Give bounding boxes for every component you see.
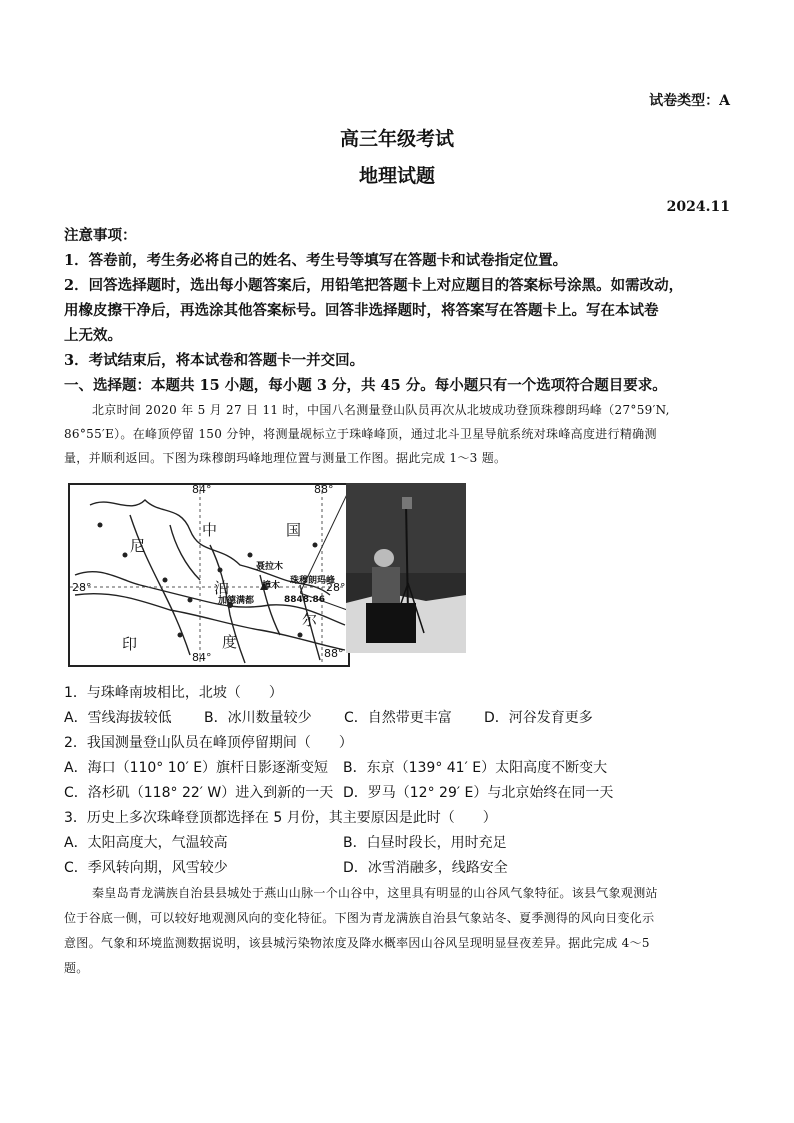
map-label-china-2: 国 [286, 521, 302, 539]
map-lon-bottom-2: 88° [324, 647, 344, 660]
exam-title: 高三年级考试 [339, 128, 454, 150]
map-label-nepal-3: 尔 [302, 611, 318, 629]
passage1-line-1: 北京时间 2020 年 5 月 27 日 11 时，中国八名测量登山队员再次从北坡成功登顶珠穆朗玛峰（27°59′N, [92, 403, 670, 417]
map-label-india-1: 印 [122, 635, 138, 653]
survey-photo [346, 483, 466, 653]
question-2-option-a: A．海口（110° 10′ E）旗杆日影逐渐变短 [64, 760, 329, 776]
question-2-stem: 2．我国测量登山队员在峰顶停留期间（ ） [64, 735, 353, 751]
question-3-option-a: A．太阳高度大，气温较高 [64, 835, 228, 851]
question-2-option-b: B．东京（139° 41′ E）太阳高度不断变大 [343, 760, 608, 776]
question-2-option-d: D．罗马（12° 29′ E）与北京始终在同一天 [343, 785, 614, 801]
notice-item-2-line-1: 2．回答选择题时，选出每小题答案后，用铅笔把答题卡上对应题目的答案标号涂黑。如需改动， [64, 277, 684, 294]
subject-title: 地理试题 [358, 165, 435, 187]
passage2-line-3: 意图。气象和环境监测数据说明，该县城污染物浓度及降水概率因山谷风呈现明显昼夜差异。据此完成 4～5 [64, 936, 650, 950]
notice-item-2-line-2: 用橡皮擦干净后，再选涂其他答案标号。回答非选择题时，将答案写在答题卡上。写在本试卷 [64, 302, 659, 319]
passage2-line-1: 秦皇岛青龙满族自治县县城处于燕山山脉一个山谷中，这里具有明显的山谷风气象特征。该县气象观测站 [92, 886, 658, 900]
question-1-option-b: B．冰川数量较少 [204, 710, 312, 726]
question-1-option-d: D．河谷发育更多 [484, 710, 593, 726]
passage2-line-4: 题。 [64, 961, 89, 975]
question-3-option-b: B．白昼时段长，用时充足 [343, 835, 507, 851]
question-3-option-c: C．季风转向期，风雪较少 [64, 860, 228, 876]
map-city-zhangmu: 樟木 [262, 581, 281, 591]
question-1-option-c: C．自然带更丰富 [344, 710, 452, 726]
passage1-line-2: 86°55′E）。在峰顶停留 150 分钟，将测量觇标立于珠峰峰顶，通过北斗卫星导航系统对珠峰高度进行精确测 [64, 427, 657, 441]
notice-heading: 注意事项： [64, 227, 137, 244]
survey-photo-graphic [346, 483, 466, 653]
exam-date: 2024.11 [666, 199, 730, 215]
notice-item-1: 1．答卷前，考生务必将自己的姓名、考生号等填写在答题卡和试卷指定位置。 [64, 252, 568, 269]
map-peak-name: 珠穆朗玛峰 [290, 576, 336, 586]
paper-type-label: 试卷类型：A [649, 93, 730, 109]
section-heading: 一、选择题：本题共 15 小题，每小题 3 分，共 45 分。每小题只有一个选项符合题目要求。 [64, 377, 667, 394]
passage2-line-2: 位于谷底一侧，可以较好地观测风向的变化特征。下图为青龙满族自治县气象站冬、夏季测得的风向日变化示 [64, 911, 655, 925]
map-lon-top-2: 88° [314, 483, 334, 496]
question-1-stem: 1．与珠峰南坡相比，北坡（ ） [64, 685, 283, 701]
map-lon-top-1: 84° [192, 483, 212, 496]
map-lat-left: 28° [72, 581, 92, 594]
question-3-stem: 3．历史上多次珠峰登顶都选择在 5 月份，其主要原因是此时（ ） [64, 810, 497, 826]
map-label-india-2: 度 [222, 633, 238, 651]
map-lon-bottom-1: 84° [192, 651, 212, 664]
map-city-kathmandu: 加德满都 [218, 596, 255, 606]
map-peak-height: 8848.86 [284, 595, 325, 605]
notice-item-2-line-3: 上无效。 [64, 327, 122, 344]
notice-item-3: 3．考试结束后，将本试卷和答题卡一并交回。 [64, 352, 365, 369]
map-label-nepal-2: 泊 [214, 579, 230, 597]
map-label-nepal-1: 尼 [130, 537, 146, 555]
passage1-line-3: 量，并顺利返回。下图为珠穆朗玛峰地理位置与测量工作图。据此完成 1～3 题。 [64, 451, 507, 465]
question-3-option-d: D．冰雪消融多，线路安全 [343, 860, 508, 876]
question-1-option-a: A．雪线海拔较低 [64, 710, 172, 726]
map-city-nyalam: 聂拉木 [256, 562, 284, 572]
map-label-china-1: 中 [202, 521, 218, 539]
map-lat-right: 28° [326, 581, 346, 594]
question-2-option-c: C．洛杉矶（118° 22′ W）进入到新的一天 [64, 785, 334, 801]
